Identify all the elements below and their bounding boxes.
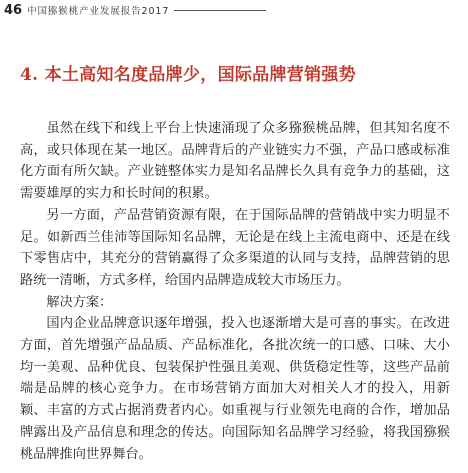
section-title: 4. 本土高知名度品牌少，国际品牌营销强势: [20, 65, 356, 85]
paragraph-solution-heading: 解决方案：: [46, 294, 113, 310]
running-title: 中国猕猴桃产业发展报告2017: [27, 6, 170, 17]
paragraph-brand-awareness: 虽然在线下和线上平台上快速涌现了众多猕猴桃品牌，但其知名度不高，或只体现在某一地区。品牌背后的产业链实力不强，产品口感或标准化方面有所欠缺。产业链整体实力是知名品牌长久具有竞争力的基础，这需要雄厚的实力和长时间的积累。: [20, 121, 450, 202]
paragraph-marketing-resources: 另一方面，产品营销资源有限，在于国际品牌的营销战中实力明显不足。如新西兰佳沛等国际知名品牌，无论是在线上主流电商中、还是在线下零售店中，其充分的营销赢得了众多渠道的认同与支持，品牌营销的思路统一清晰，方式多样，给国内品牌造成较大市场压力。: [20, 207, 450, 288]
page-header: [4, 3, 266, 17]
header-rule: [174, 10, 266, 11]
page-number: 46: [4, 2, 23, 18]
paragraph-solution-body: 国内企业品牌意识逐年增强，投入也逐渐增大是可喜的事实。在改进方面，首先增强产品品质、产品标准化，各批次统一的口感、口味、大小均一美观、品种优良、包装保护性强且美观、供货稳定性等，这些产品前端是品牌的核心竞争力。在市场营销方面加大对相关人才的投入，用新颖、丰富的方式占据消费者内心。如重视与行业领先电商的合作，增加品牌露出及产品信息和理念的传达。向国际知名品牌学习经验，将我国猕猴桃品牌推向世界舞台。: [20, 316, 450, 462]
body-text: [20, 118, 450, 465]
